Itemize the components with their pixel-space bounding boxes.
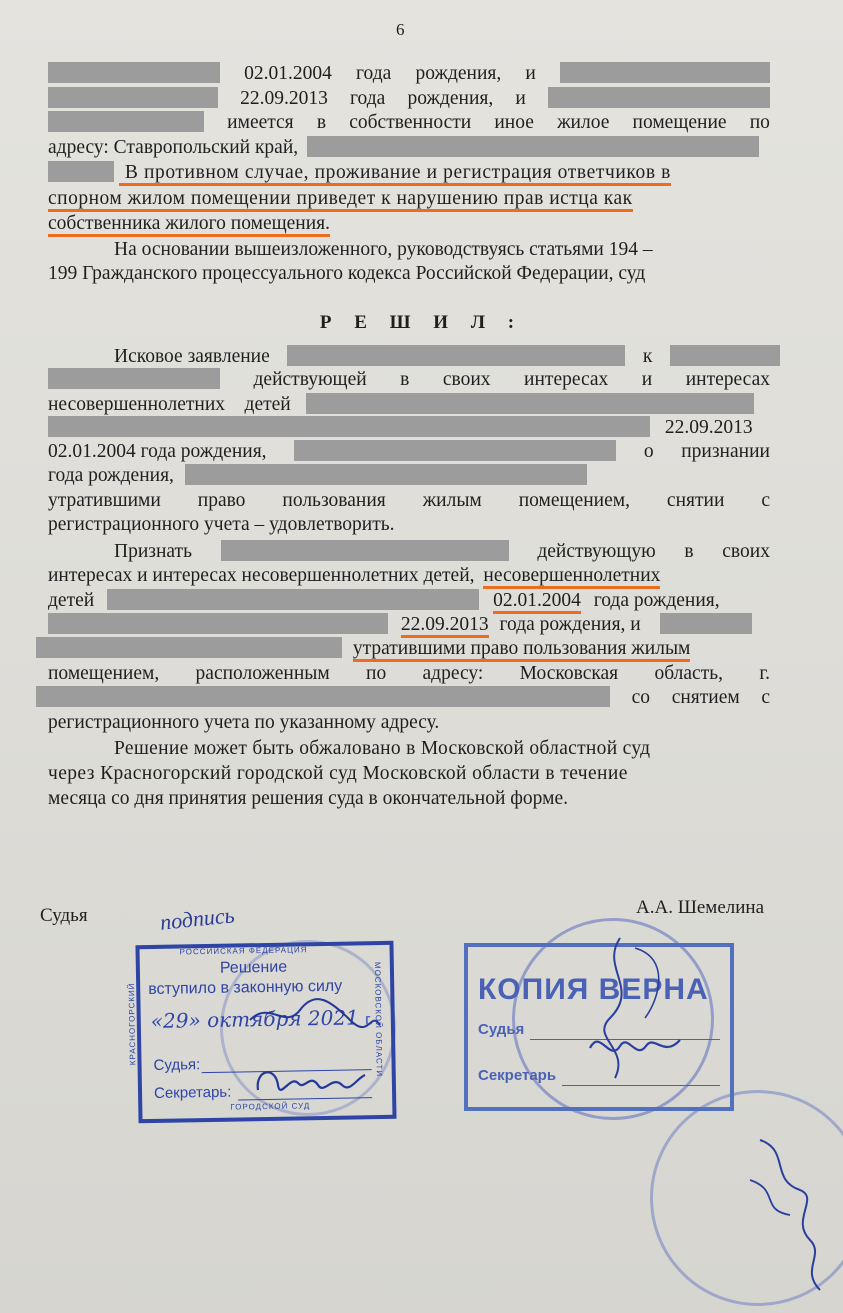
stamp-copy-secretary-label: Секретарь xyxy=(478,1067,557,1084)
text-line: регистрационного учета – удовлетворить. xyxy=(48,514,395,535)
redaction xyxy=(48,62,220,83)
text-line: детей 02.01.2004 года рождения, xyxy=(48,589,770,613)
highlighted-text: несовершеннолетних xyxy=(483,565,660,589)
text-line: 22.09.2013 xyxy=(48,416,770,440)
text-line: 22.09.2013 года рождения, и xyxy=(48,613,770,637)
text-line: интересах и интересах несовершеннолетних детей, несовершеннолетних xyxy=(48,564,770,588)
highlighted-text: В противном случае, проживание и регистрация ответчиков в xyxy=(119,162,671,186)
text-line: 22.09.2013 года рождения, и xyxy=(48,87,770,111)
text-line: действующей в своих интересах и интересах xyxy=(48,368,770,392)
stamp-ring-top: РОССИЙСКАЯ ФЕДЕРАЦИЯ xyxy=(179,945,308,957)
decision-title: Р Е Ш И Л : xyxy=(319,312,524,333)
text-line: регистрационного учета по указанному адресу. xyxy=(48,712,440,733)
redaction xyxy=(670,345,780,366)
text-line: со снятием с xyxy=(36,686,770,710)
stamp-line-2: вступило в законную силу xyxy=(148,977,343,999)
stamp-ring-left: КРАСНОГОРСКИЙ xyxy=(126,982,138,1066)
text-line: 02.01.2004 года рождения, и xyxy=(48,62,770,86)
stamp-copy-heading: КОПИЯ ВЕРНА xyxy=(478,973,709,1006)
redaction xyxy=(48,161,114,182)
judge-signature-stamp1 xyxy=(250,1055,370,1110)
stamp-date: «29» октября 2021 г. xyxy=(150,1005,374,1034)
judge-label: Судья xyxy=(40,905,88,926)
stamp-ring-right: МОСКОВСКОЙ ОБЛАСТИ xyxy=(372,961,384,1078)
redaction xyxy=(48,368,220,389)
stamp-judge-label: Судья: xyxy=(153,1056,201,1074)
highlighted-date: 02.01.2004 xyxy=(493,590,581,614)
text-line: месяца со дня принятия решения суда в окончательной форме. xyxy=(48,788,569,809)
stamp-line-1: Решение xyxy=(219,958,288,977)
text-line: через Красногорский городской суд Московской области в течение xyxy=(48,763,628,784)
text-line xyxy=(48,212,770,236)
page-number: 6 xyxy=(396,20,405,39)
redaction xyxy=(221,540,509,561)
redaction xyxy=(48,87,218,108)
highlighted-text: утратившими право пользования жилым xyxy=(353,638,691,662)
text-line: Решение может быть обжаловано в Московской областной суд xyxy=(114,738,651,759)
text-line: адресу: Ставропольский край, xyxy=(48,136,770,160)
redaction xyxy=(294,440,616,461)
highlighted-text: спорном жилом помещении приведет к нарушению прав истца как xyxy=(48,188,633,212)
redaction xyxy=(560,62,770,83)
stamp-ring-bottom: ГОРОДСКОЙ СУД xyxy=(230,1101,311,1112)
redaction xyxy=(185,464,587,485)
redaction xyxy=(548,87,770,108)
judge-signature-bottom xyxy=(740,1120,840,1300)
text-line: утратившими право пользования жилым помещением, снятии с xyxy=(48,490,770,511)
redaction xyxy=(107,589,479,610)
redaction xyxy=(48,111,204,132)
stamp-secretary-label: Секретарь: xyxy=(153,1083,232,1102)
text-line: Признать действующую в своих xyxy=(114,541,770,562)
text-line xyxy=(48,187,770,211)
redaction xyxy=(660,613,752,634)
redaction xyxy=(306,393,754,414)
text-line: помещением, расположенным по адресу: Московская область, г. xyxy=(48,663,770,684)
text-line: несовершеннолетних детей xyxy=(48,393,770,417)
redaction xyxy=(48,416,650,437)
redaction xyxy=(287,345,625,366)
text-line: года рождения, xyxy=(48,464,770,488)
text-line xyxy=(36,637,758,661)
handwritten-note: подпись xyxy=(158,902,236,935)
redaction xyxy=(307,136,759,157)
highlighted-text: собственника жилого помещения. xyxy=(48,213,330,237)
redaction xyxy=(48,613,388,634)
text-line: 02.01.2004 года рождения, о признании xyxy=(48,441,770,462)
redaction xyxy=(36,686,610,707)
judge-signature-copy xyxy=(560,928,700,1118)
text-line: На основании вышеизложенного, руководствуясь статьями 194 – xyxy=(114,239,653,260)
stamp-copy-judge-label: Судья xyxy=(478,1021,525,1038)
text-line: имеется в собственности иное жилое помещение по xyxy=(48,111,770,135)
text-line: Исковое заявление к xyxy=(114,345,780,369)
judge-name: А.А. Шемелина xyxy=(636,897,764,918)
text-line: 199 Гражданского процессуального кодекса Российской Федерации, суд xyxy=(48,263,646,284)
text-line xyxy=(48,161,770,185)
highlighted-date: 22.09.2013 xyxy=(401,614,489,638)
redaction xyxy=(36,637,342,658)
